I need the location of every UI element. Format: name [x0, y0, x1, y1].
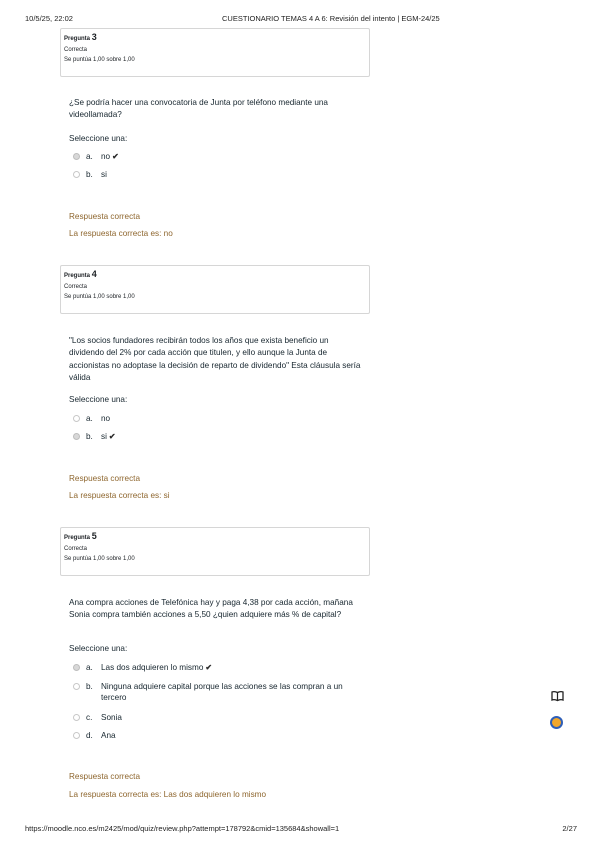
question-grade: Se puntúa 1,00 sobre 1,00	[64, 57, 135, 63]
option-text: Ninguna adquiere capital porque las acciones se las compran a un tercero	[101, 682, 343, 702]
feedback-text: Respuesta correcta	[69, 474, 140, 483]
feedback-text: Respuesta correcta	[69, 772, 140, 781]
question-grade: Se puntúa 1,00 sobre 1,00	[64, 556, 135, 562]
option-letter: a.	[86, 663, 93, 672]
option-text: no	[101, 152, 111, 161]
page-url: https://moodle.nco.es/m2425/mod/quiz/review.php?attempt=178792&cmid=135684&showall=1	[25, 824, 340, 833]
option-text: si	[101, 432, 107, 441]
select-prompt: Seleccione una:	[69, 644, 128, 653]
book-icon-glyph	[551, 690, 564, 702]
question-info-3	[60, 28, 370, 77]
option-letter: a.	[86, 414, 93, 423]
radio-button-checked[interactable]	[73, 664, 80, 671]
option-text: Sonia	[101, 713, 122, 722]
right-answer: La respuesta correcta es: si	[69, 491, 170, 500]
question-grade: Se puntúa 1,00 sobre 1,00	[64, 294, 135, 300]
select-prompt: Seleccione una:	[69, 134, 128, 143]
radio-button-checked[interactable]	[73, 433, 80, 440]
option-letter: c.	[86, 713, 93, 722]
radio-button[interactable]	[73, 171, 80, 178]
page-title: CUESTIONARIO TEMAS 4 A 6: Revisión del intento | EGM-24/25	[222, 14, 440, 23]
checkmark-icon: ✔	[112, 152, 119, 161]
question-info-4	[60, 265, 370, 314]
question-state: Correcta	[64, 284, 88, 290]
option-text: si	[101, 170, 107, 179]
question-state: Correcta	[64, 47, 88, 53]
right-answer: La respuesta correcta es: Las dos adquieren lo mismo	[69, 790, 267, 799]
question-text: ¿Se podría hacer una convocatoria de Junta por teléfono mediante una videollamada?	[69, 98, 328, 120]
radio-button[interactable]	[73, 732, 80, 739]
radio-button[interactable]	[73, 415, 80, 422]
option-text: no	[101, 414, 111, 423]
question-text: Ana compra acciones de Telefónica hay y paga 4,38 por cada acción, mañana Sonia compra también acciones a 5,50 ¿quien adquiere más % de capital?	[69, 598, 353, 620]
select-prompt: Seleccione una:	[69, 395, 128, 404]
radio-button[interactable]	[73, 714, 80, 721]
option-letter: d.	[86, 731, 93, 740]
question-label: Pregunta	[64, 273, 91, 279]
checkmark-icon: ✔	[108, 432, 116, 441]
option-letter: b.	[86, 682, 93, 691]
question-info-5	[60, 527, 370, 576]
chat-bubble	[550, 716, 563, 729]
chat-icon[interactable]	[550, 716, 564, 730]
page-number: 2/27	[562, 824, 577, 833]
option-text: Ana	[101, 731, 116, 740]
radio-button[interactable]	[73, 683, 80, 690]
question-number: 4	[91, 269, 97, 279]
print-date: 10/5/25, 22:02	[25, 14, 73, 23]
question-state: Correcta	[64, 546, 88, 552]
question-number: 3	[91, 32, 97, 42]
question-number: 5	[91, 531, 97, 541]
option-letter: b.	[86, 170, 93, 179]
question-label: Pregunta	[64, 535, 91, 541]
right-answer: La respuesta correcta es: no	[69, 229, 173, 238]
feedback-text: Respuesta correcta	[69, 212, 140, 221]
option-letter: b.	[86, 432, 93, 441]
option-text: Las dos adquieren lo mismo	[101, 663, 204, 672]
question-label: Pregunta	[64, 36, 91, 42]
question-text: "Los socios fundadores recibirán todos los años que exista beneficio un dividendo del 2% por cada acción que titulen, y ello aunque la Junta de accionistas no adoptase la decisión de reparto de dividendo" Esta cláusula sería válida	[69, 336, 361, 383]
checkmark-icon: ✔	[205, 663, 213, 672]
book-icon[interactable]	[550, 690, 564, 704]
option-letter: a.	[86, 152, 93, 161]
radio-button-checked[interactable]	[73, 153, 80, 160]
